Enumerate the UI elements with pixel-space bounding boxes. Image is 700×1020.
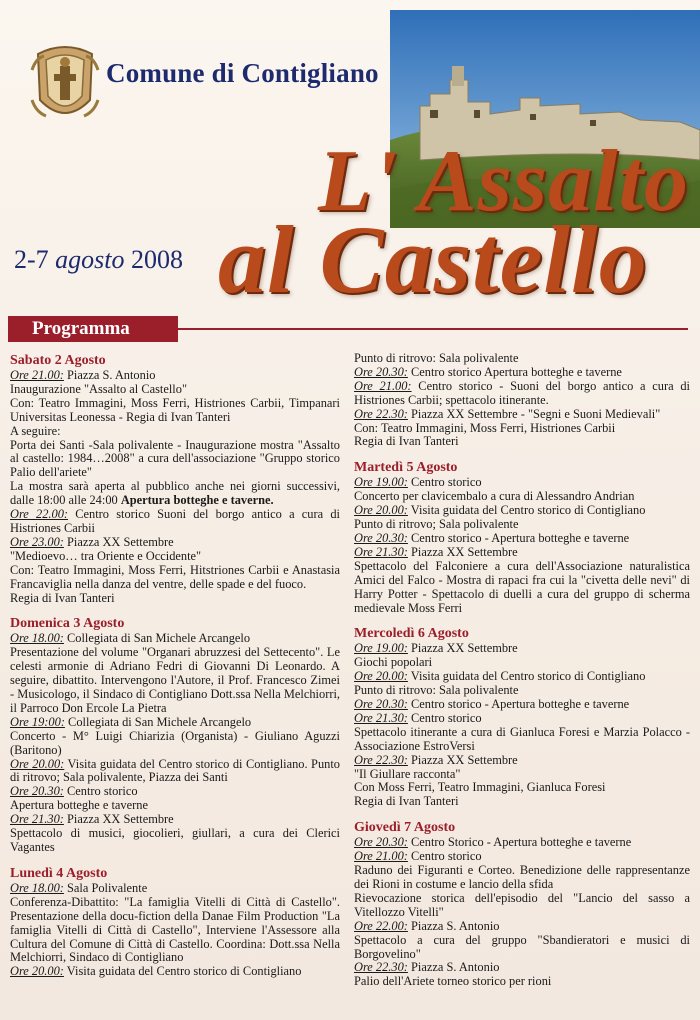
entry-text: Piazza S. Antonio (63, 368, 156, 382)
program-entry (10, 799, 340, 813)
entry-time: Ore 20.00: (354, 669, 408, 684)
heading-rule (178, 328, 688, 330)
day-entries (354, 476, 690, 615)
entry-text: Spettacolo del Falconiere a cura dell'Associazione naturalistica Amici del Falco - Mostra di rapaci fra cui la "civetta delle nevi" di Harry Potter - Spettacolo di duelli a cura del gruppo di scherma medievale Moss Ferri (354, 558, 690, 615)
day-heading: Mercoledì 6 Agosto (354, 626, 469, 642)
programma-heading: Programma (8, 316, 178, 342)
entry-time: Ore 22.00: (354, 918, 408, 933)
program-entry (10, 564, 340, 592)
entry-text: Centro storico Apertura botteghe e taverne (407, 364, 622, 379)
entry-text: Visita guidata del Centro storico di Contigliano. Punto di ritrovo; Sala polivalente, Piazza dei Santi (10, 756, 340, 785)
entry-text: Piazza XX Settembre - "Segni e Suoni Medievali" (407, 406, 661, 421)
entry-text: Spettacolo a cura del gruppo "Sbandieratori e musici di Borgovelino" (354, 932, 690, 961)
program-entry (10, 896, 340, 966)
program-entry (354, 490, 690, 504)
program-entry (10, 716, 340, 730)
entry-text: Piazza S. Antonio (407, 960, 500, 975)
program-entry (10, 730, 340, 758)
entry-text: Giochi popolari (354, 655, 433, 670)
program-entry (10, 536, 340, 550)
program-entry (354, 670, 690, 684)
program-entry (10, 508, 340, 536)
dates-year: 2008 (124, 245, 184, 274)
program-entry (354, 656, 690, 670)
entry-text: Palio dell'Ariete torneo storico per rioni (354, 974, 552, 989)
event-title-line2: al Castello (218, 206, 648, 313)
program-entry (354, 975, 690, 989)
entry-text: Visita guidata del Centro storico di Contigliano (63, 964, 302, 979)
entry-text: Raduno dei Figuranti e Corteo. Benedizione delle rappresentanze dei Rioni in costume e lancio della sfida (354, 863, 690, 891)
program-entry (10, 646, 340, 716)
program-entry (354, 698, 690, 712)
entry-time: Ore 20.30: (354, 697, 408, 712)
entry-text: Con Moss Ferri, Teatro Immagini, Gianluca Foresi (354, 780, 606, 795)
entry-text: Sala Polivalente (63, 880, 148, 895)
day-heading: Lunedì 4 Agosto (10, 865, 108, 881)
program-right-column (354, 352, 690, 989)
entry-text: Punto di ritrovo; Sala polivalente (354, 517, 519, 532)
program-entry (354, 532, 690, 546)
dates-day-range: 2-7 (14, 245, 56, 274)
entry-highlight: Apertura botteghe e taverne. (120, 493, 274, 508)
program-entry (354, 712, 690, 726)
entry-text: Regia di Ivan Tanteri (10, 590, 115, 605)
entry-time: Ore 21.00: (354, 849, 408, 864)
entry-text: Centro storico (63, 784, 138, 799)
entry-time: Ore 20.30: (354, 530, 408, 545)
program-entry (354, 352, 690, 366)
entry-text: Conferenza-Dibattito: "La famiglia Vitelli di Città di Castello". Presentazione della docu-fiction della Danae Film Production "La famiglia Vitelli di Città di Castello", Interviene l'Assessore alla Cultura del Comune di Città di Castello. Coordina: Dott.ssa Nella Melchiorri, Sindaco di Contigliano (10, 894, 340, 965)
entry-time: Ore 21.30: (10, 812, 64, 827)
program-entry (10, 397, 340, 425)
entry-text: Collegiata di San Michele Arcangelo (63, 631, 251, 646)
entry-text: Centro storico - Apertura botteghe e taverne (407, 530, 630, 545)
day-heading: Martedì 5 Agosto (354, 460, 458, 476)
entry-text: Piazza XX Settembre (407, 752, 518, 767)
entry-time: Ore 22.30: (354, 752, 408, 767)
program-left-column (10, 352, 340, 979)
program-entry (354, 892, 690, 920)
program-entry (10, 882, 340, 896)
entry-text: "Medioevo… tra Oriente e Occidente" (10, 548, 202, 563)
program-entry (354, 366, 690, 380)
program-entry (10, 369, 340, 383)
program-entry (354, 920, 690, 934)
day-entries (354, 352, 690, 449)
program-entry (354, 684, 690, 698)
entry-text: Presentazione del volume "Organari abruzzesi del Settecento". Le celesti armonie di Adriano Fedri di Giovanni Di Leonardo. A seguire, dibattito. Intervengono l'Autore, il Prof. Francesco Zimei - Musicologo, il Sindaco di Contigliano Dott.ssa Nella Melchiorri, il Parroco Don Ercole La Pietra (10, 645, 340, 715)
entry-time: Ore 22.30: (354, 960, 408, 975)
entry-text: Centro storico (407, 475, 482, 490)
entry-time: Ore 19.00: (354, 641, 408, 656)
entry-text: Con: Teatro Immagini, Moss Ferri, Histriones Carbii (354, 420, 616, 435)
entry-time: Ore 21.30: (354, 710, 408, 725)
entry-time: Ore 20.30: (354, 364, 408, 379)
entry-text: Con: Teatro Immagini, Moss Ferri, Hitstriones Carbii e Anastasia Francaviglia nella danza del ventre, delle spade e del fuoco. (10, 562, 340, 591)
program-entry (10, 813, 340, 827)
program-entry (354, 961, 690, 975)
program-entry (354, 546, 690, 560)
program-entry (354, 380, 690, 408)
entry-text: La mostra sarà aperta al pubblico anche nei giorni successivi, dalle 18:00 alle 24:00 (10, 479, 340, 508)
entry-time: Ore 22.30: (354, 406, 408, 421)
entry-text: Punto di ritrovo: Sala polivalente (354, 683, 519, 698)
entry-time: Ore 20.00: (354, 503, 408, 518)
entry-text: Porta dei Santi -Sala polivalente - Inaugurazione mostra "Assalto al castello: 1984…2008" a cura dell'associazione "Gruppo storico Palio dell'ariete" (10, 437, 340, 480)
day-heading: Giovedì 7 Agosto (354, 820, 456, 836)
day-heading: Domenica 3 Agosto (10, 616, 125, 632)
entry-text: Centro Storico - Apertura botteghe e taverne (407, 835, 632, 850)
dates-month: agosto (55, 245, 125, 274)
entry-text: Visita guidata del Centro storico di Contigliano (407, 669, 646, 684)
entry-text: Piazza XX Settembre (407, 544, 518, 559)
entry-text: A seguire: (10, 423, 61, 438)
program-entry (10, 785, 340, 799)
program-entry (354, 934, 690, 962)
entry-time: Ore 18.00: (10, 631, 64, 646)
program-entry (10, 758, 340, 786)
program-entry (354, 768, 690, 782)
program-entry (10, 827, 340, 855)
day-entries (354, 642, 690, 809)
program-entry (354, 408, 690, 422)
program-entry (354, 781, 690, 795)
event-dates (14, 245, 183, 275)
entry-text: Punto di ritrovo: Sala polivalente (354, 351, 519, 365)
coat-of-arms-logo (30, 40, 100, 128)
day-entries (354, 836, 690, 989)
entry-text: Regia di Ivan Tanteri (354, 434, 459, 449)
program-entry (354, 476, 690, 490)
entry-text: Concerto per clavicembalo a cura di Alessandro Andrian (354, 489, 635, 504)
program-entry (354, 864, 690, 892)
entry-time: Ore 21.00: (354, 378, 412, 393)
municipality-name: Comune di Contigliano (106, 58, 379, 88)
entry-text: Rievocazione storica dell'episodio del "Lancio del sasso a Vitellozzo Vitelli" (354, 890, 690, 919)
program-entry (10, 550, 340, 564)
entry-text: "Il Giullare racconta" (354, 766, 461, 781)
program-entry (354, 795, 690, 809)
entry-time: Ore 20.00: (10, 756, 65, 771)
program-entry (354, 726, 690, 754)
entry-time: Ore 20.30: (354, 835, 408, 850)
program-entry (10, 383, 340, 397)
program-entry (10, 480, 340, 508)
entry-text: Collegiata di San Michele Arcangelo (64, 714, 252, 729)
entry-text: Centro storico - Suoni del borgo antico a cura di Histriones Carbii; spettacolo itinerante. (354, 378, 690, 407)
entry-text: Centro storico (407, 849, 482, 864)
entry-time: Ore 18.00: (10, 880, 64, 895)
entry-text: Centro storico (407, 710, 482, 725)
program-entry (354, 504, 690, 518)
program-entry (354, 518, 690, 532)
entry-text: Piazza XX Settembre (63, 534, 174, 549)
day-entries (10, 632, 340, 855)
entry-time: Ore 23.00: (10, 534, 64, 549)
program-entry (354, 560, 690, 616)
entry-text: Spettacolo di musici, giocolieri, giullari, a cura dei Clerici Vagantes (10, 826, 340, 854)
entry-text: Centro storico Suoni del borgo antico a cura di Histriones Carbii (10, 507, 340, 535)
program-entry (354, 850, 690, 864)
entry-time: Ore 20.00: (10, 964, 64, 979)
event-title-line1: L' Assalto (318, 133, 690, 230)
entry-time: Ore 19:00: (10, 714, 65, 729)
entry-text: Piazza S. Antonio (407, 918, 500, 933)
entry-text: Piazza XX Settembre (407, 641, 518, 656)
program-entry (354, 642, 690, 656)
entry-time: Ore 21.30: (354, 544, 408, 559)
day-entries (10, 369, 340, 605)
entry-text: Piazza XX Settembre (63, 812, 174, 827)
entry-text: Inaugurazione "Assalto al Castello" (10, 381, 187, 396)
entry-text: Apertura botteghe e taverne (10, 798, 148, 813)
entry-text: Concerto - M° Luigi Chiarizia (Organista) - Giuliano Aguzzi (Baritono) (10, 728, 340, 757)
entry-text: Regia di Ivan Tanteri (354, 794, 459, 809)
program-entry (10, 592, 340, 606)
program-entry (10, 425, 340, 439)
program-entry (354, 435, 690, 449)
program-entry (10, 439, 340, 481)
entry-text: Spettacolo itinerante a cura di Gianluca Foresi e Marzia Polacco - Associazione EstroVersi (354, 724, 690, 753)
program-entry (10, 632, 340, 646)
day-heading: Sabato 2 Agosto (10, 353, 106, 368)
program-entry (354, 836, 690, 850)
program-entry (10, 965, 340, 979)
entry-text: Centro storico - Apertura botteghe e taverne (407, 697, 630, 712)
entry-time: Ore 20.30: (10, 784, 64, 799)
day-entries (10, 882, 340, 979)
entry-text: Con: Teatro Immagini, Moss Ferri, Histriones Carbii, Timpanari Universitas Leonessa - Regia di Ivan Tanteri (10, 395, 340, 424)
entry-time: Ore 22.00: (10, 507, 69, 522)
entry-time: Ore 21.00: (10, 368, 64, 382)
program-entry (354, 422, 690, 436)
entry-text: Visita guidata del Centro storico di Contigliano (407, 503, 646, 518)
program-entry (354, 754, 690, 768)
entry-time: Ore 19.00: (354, 475, 408, 490)
